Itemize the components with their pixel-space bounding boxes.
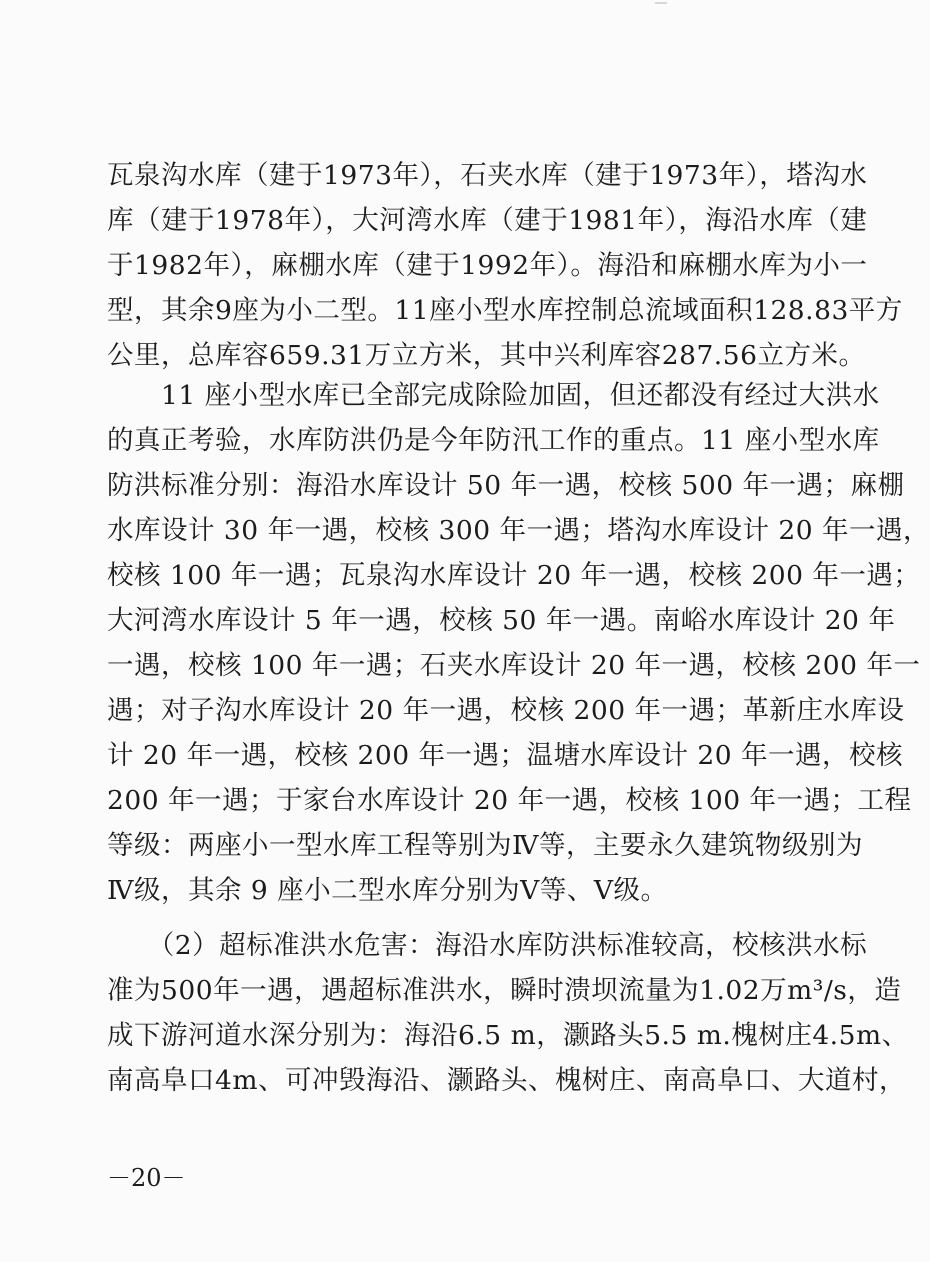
text-line: 准为500年一遇，遇超标准洪水，瞬时溃坝流量为1.02万m³/s，造	[107, 975, 902, 1006]
page-number: －20－	[107, 1164, 186, 1192]
text-line: 成下游河道水深分别为：海沿6.5 m，灏路头5.5 m.槐树庄4.5m、	[107, 1020, 909, 1051]
text-line: 水库设计 30 年一遇，校核 300 年一遇；塔沟水库设计 20 年一遇，	[107, 515, 930, 546]
text-line: 计 20 年一遇，校核 200 年一遇；温塘水库设计 20 年一遇，校核	[107, 740, 904, 771]
scan-artifact	[655, 2, 667, 4]
text-line: 遇；对子沟水库设计 20 年一遇，校核 200 年一遇；革新庄水库设	[107, 695, 905, 726]
text-line: Ⅳ级，其余 9 座小二型水库分别为Ⅴ等、Ⅴ级。	[107, 875, 668, 906]
text-line: （2）超标准洪水危害：海沿水库防洪标准较高，校核洪水标	[107, 930, 868, 961]
text-line: 库（建于1978年），大河湾水库（建于1981年），海沿水库（建	[107, 205, 868, 236]
text-line: 型，其余9座为小二型。11座小型水库控制总流域面积128.83平方	[107, 295, 903, 326]
text-line: 11 座小型水库已全部完成除险加固，但还都没有经过大洪水	[107, 380, 880, 411]
text-line: 公里，总库容659.31万立方米，其中兴利库容287.56立方米。	[107, 340, 866, 371]
text-line: 于1982年），麻棚水库（建于1992年）。海沿和麻棚水库为小一	[107, 250, 868, 281]
text-line: 防洪标准分别：海沿水库设计 50 年一遇，校核 500 年一遇；麻棚	[107, 470, 905, 501]
paragraph-reservoir-list	[107, 153, 903, 378]
text-line: 一遇，校核 100 年一遇；石夹水库设计 20 年一遇，校核 200 年一	[107, 650, 921, 681]
text-line: 南高阜口4m、可冲毁海沿、灏路头、槐树庄、南高阜口、大道村，	[107, 1065, 906, 1096]
text-line: 大河湾水库设计 5 年一遇，校核 50 年一遇。南峪水库设计 20 年	[107, 605, 896, 636]
text-line: 的真正考验，水库防洪仍是今年防汛工作的重点。11 座小型水库	[107, 425, 880, 456]
text-line: 校核 100 年一遇；瓦泉沟水库设计 20 年一遇，校核 200 年一遇；	[107, 560, 921, 591]
text-line: 瓦泉沟水库（建于1973年），石夹水库（建于1973年），塔沟水	[107, 160, 868, 191]
paragraph-excess-flood-hazard	[107, 923, 909, 1103]
text-line: 等级：两座小一型水库工程等别为Ⅳ等，主要永久建筑物级别为	[107, 830, 863, 861]
paragraph-flood-standards	[107, 373, 930, 913]
text-line: 200 年一遇；于家台水库设计 20 年一遇，校核 100 年一遇；工程	[107, 785, 912, 816]
